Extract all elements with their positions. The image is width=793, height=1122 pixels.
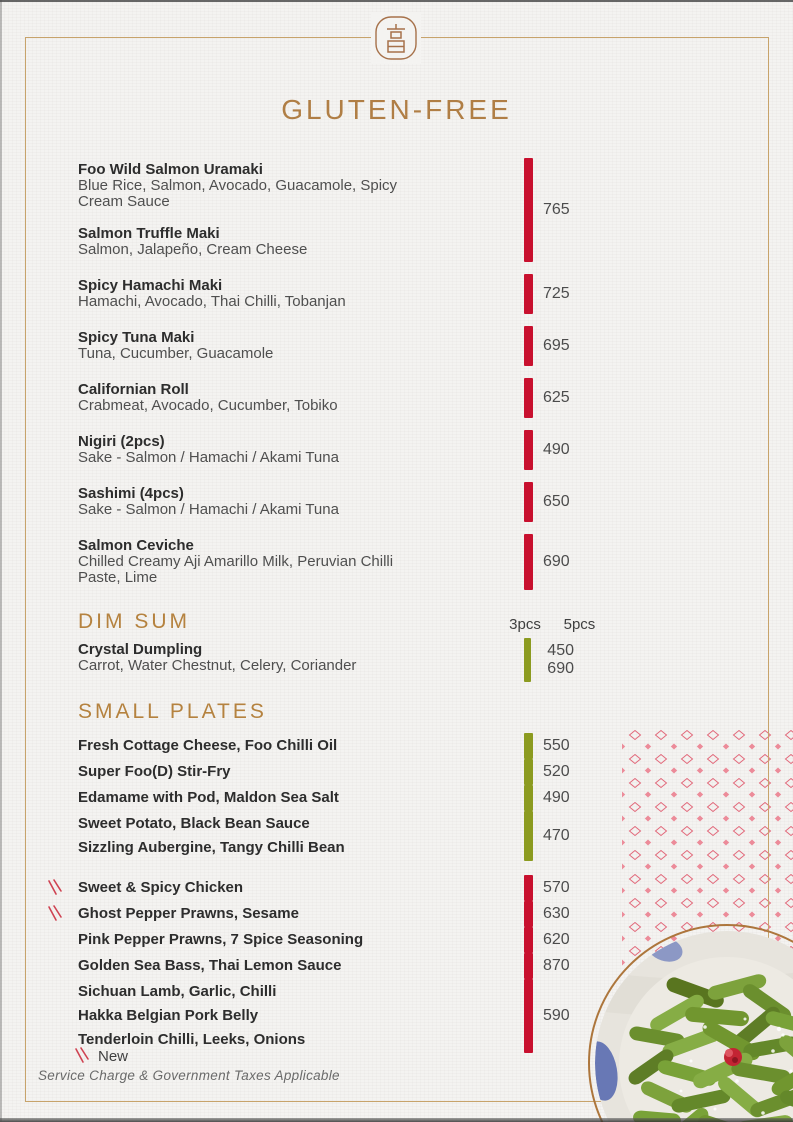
item-name: Sizzling Aubergine, Tangy Chilli Bean [78,839,345,856]
new-item-icon [45,905,63,924]
item-price: 625 [543,389,570,406]
price-group [78,786,618,810]
item-desc: Sake - Salmon / Hamachi / Akami Tuna [78,501,339,518]
item-name: Salmon Truffle Maki [78,225,220,242]
price-group [78,980,618,1052]
item-name: Crystal Dumpling [78,641,203,658]
price-group [78,642,618,678]
item-name: Golden Sea Bass, Thai Lemon Sauce [78,957,342,974]
price-bar-red [524,326,533,366]
item-desc: Chilled Creamy Aji Amarillo Milk, Peruvian Chilli Paste, Lime [78,553,394,586]
price-bar-red [524,534,533,590]
menu-item [78,486,428,518]
price-bar-red [524,927,533,953]
item-price: 550 [543,737,570,754]
price-group [78,382,618,414]
price-bar-red [524,482,533,522]
item-price: 630 [543,905,570,922]
price-group [78,954,618,978]
small-plates-heading: SMALL PLATES [78,700,267,723]
edamame-photo-ring [588,924,793,1122]
item-price: 725 [543,285,570,302]
item-desc: Hamachi, Avocado, Thai Chilli, Tobanjan [78,293,346,310]
item-desc: Blue Rice, Salmon, Avocado, Guacamole, Spicy Cream Sauce [78,177,398,210]
page-title: GLUTEN-FREE [281,94,512,125]
price-group [78,330,618,362]
item-price: 620 [543,931,570,948]
price-bar-red [524,901,533,927]
nonveg-subsection [78,876,618,1052]
item-name: Ghost Pepper Prawns, Sesame [78,902,458,926]
price-bar-red [524,979,533,1053]
price-group [78,928,618,952]
page-edge-top [0,0,793,2]
item-name: Spicy Hamachi Maki [78,277,223,294]
item-price: 590 [543,1007,570,1024]
menu-item [78,330,428,362]
gluten-free-section [78,162,618,606]
item-desc: Tuna, Cucumber, Guacamole [78,345,274,362]
item-name: Sweet Potato, Black Bean Sauce [78,815,310,832]
page-edge-bottom [0,1118,793,1122]
price-group [78,902,618,926]
item-name: Salmon Ceviche [78,537,194,554]
size-col-3pcs: 3pcs [509,616,541,633]
price-bar-red [524,274,533,314]
price-bar-red [524,875,533,901]
price-group [78,538,618,586]
item-price: 765 [543,201,570,218]
price-group [78,760,618,784]
item-desc: Salmon, Jalapeño, Cream Cheese [78,241,308,258]
price-3pcs: 450 [547,642,574,659]
new-item-icon [45,879,63,898]
item-price: 870 [543,957,570,974]
item-prices [541,642,618,678]
size-columns [486,616,618,634]
price-bar-green [524,638,531,682]
item-name: Spicy Tuna Maki [78,329,195,346]
price-bar-green [524,785,533,811]
item-name: Edamame with Pod, Maldon Sea Salt [78,789,339,806]
item-price: 570 [543,879,570,896]
dim-sum-heading: DIM SUM [78,610,190,633]
item-desc: Crabmeat, Avocado, Cucumber, Tobiko [78,397,338,414]
price-group [78,812,618,860]
price-5pcs: 690 [547,660,574,677]
size-col-5pcs: 5pcs [563,616,596,633]
item-name: Sweet & Spicy Chicken [78,876,458,900]
item-name: Nigiri (2pcs) [78,433,165,450]
menu-item [78,538,428,586]
item-name: Hakka Belgian Pork Belly [78,1007,259,1024]
item-name: Pink Pepper Prawns, 7 Spice Seasoning [78,931,364,948]
item-price: 520 [543,763,570,780]
item-name: Sashimi (4pcs) [78,485,184,502]
item-name: Sichuan Lamb, Garlic, Chilli [78,983,277,1000]
price-group [78,486,618,518]
item-name: Foo Wild Salmon Uramaki [78,161,263,178]
dim-sum-section [78,610,618,698]
new-legend-label: New [98,1048,129,1065]
page-edge-left [0,0,2,1122]
menu-item [78,226,428,258]
price-bar-red [524,378,533,418]
item-price: 650 [543,493,570,510]
menu-item [78,434,428,466]
price-bar-red [524,158,533,262]
item-price: 490 [543,441,570,458]
price-group [78,162,618,258]
price-group [78,434,618,466]
new-legend [72,1047,128,1066]
item-name: Californian Roll [78,381,189,398]
item-price: 470 [543,827,570,844]
price-bar-red [524,430,533,470]
price-bar-green [524,759,533,785]
menu-item [78,278,428,310]
item-price: 695 [543,337,570,354]
item-price: 490 [543,789,570,806]
item-name: Super Foo(D) Stir-Fry [78,763,231,780]
price-group [78,278,618,310]
item-desc: Sake - Salmon / Hamachi / Akami Tuna [78,449,339,466]
menu-item [78,162,428,210]
tax-note: Service Charge & Government Taxes Applicable [38,1068,340,1083]
foo-seal-logo [371,12,421,64]
item-name: Fresh Cottage Cheese, Foo Chilli Oil [78,737,338,754]
item-desc: Carrot, Water Chestnut, Celery, Coriander [78,657,357,674]
price-bar-red [524,953,533,979]
price-group [78,734,618,758]
new-item-icon [72,1047,90,1066]
price-bar-green [524,733,533,759]
item-price: 690 [543,553,570,570]
price-bar-green [524,811,533,861]
small-plates-section [78,700,618,1054]
item-name: Tenderloin Chilli, Leeks, Onions [78,1031,306,1048]
price-group [78,876,618,900]
menu-item [78,642,428,674]
menu-item [78,382,428,414]
